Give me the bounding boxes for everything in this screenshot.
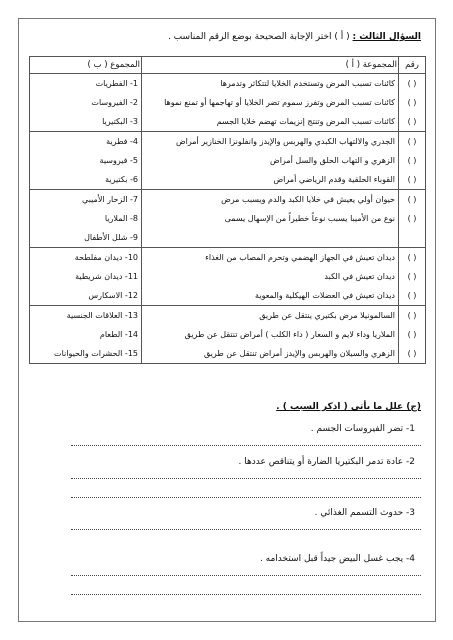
answer-blank[interactable]: ( ) (399, 112, 426, 132)
group-b-item: 10- ديدان مفلطحة (30, 248, 142, 268)
answer-blank[interactable]: ( ) (399, 132, 426, 152)
group-b-item: 14- الطعام (30, 325, 142, 344)
question-header (168, 32, 421, 42)
table-row (30, 209, 426, 228)
table-row (30, 190, 426, 210)
table-row (30, 93, 426, 112)
group-b-item: 9- شلل الأطفال (30, 228, 142, 248)
reason-item[interactable] (31, 424, 421, 457)
group-a-item: الزهري و التهاب الحلق والسل أمراض (142, 151, 399, 170)
group-a-item: نوع من الأميبا يسبب نوعاً خطيراً من الإسهال يسمى (142, 209, 399, 228)
group-a-item: الجدري والالتهاب الكبدي والهربس والإيدز وانفلونزا الخنازير أمراض (142, 132, 399, 152)
answer-blank[interactable]: ( ) (399, 306, 426, 326)
answer-line[interactable] (71, 575, 421, 576)
answer-line[interactable] (71, 445, 421, 446)
group-a-item: كائنات تسبب المرض وتستخدم الخلايا لتتكاثر وتدمرها (142, 74, 399, 94)
answer-blank (399, 228, 426, 248)
group-b-item: 8- الملاريا (30, 209, 142, 228)
group-a-item: الزهري والسيلان والهربس والإيدز أمراض تنتقل عن طريق (142, 344, 399, 364)
table-row (30, 112, 426, 132)
group-b-item: 15- الحشرات والحيوانات (30, 344, 142, 364)
reason-text: 3- حدوث التسمم الغذائي . (314, 508, 415, 518)
group-a-item: حيوان أولي يعيش في خلايا الكبد والدم ويسبب مرض (142, 190, 399, 210)
reasons-section (31, 402, 421, 598)
answer-blank[interactable]: ( ) (399, 248, 426, 268)
reason-item[interactable] (31, 508, 421, 554)
table-row (30, 248, 426, 268)
question-instruction: ( أ ) اختر الإجابة الصحيحة بوضع الرقم المناسب . (167, 32, 350, 42)
answer-blank[interactable]: ( ) (399, 74, 426, 94)
answer-blank[interactable]: ( ) (399, 344, 426, 364)
table-row (30, 267, 426, 286)
table-row (30, 325, 426, 344)
group-a-item: كائنات تسبب المرض وتفرز سموم تضر الخلايا أو تهاجمها أو تمنع نموها (142, 93, 399, 112)
group-b-item: 1- الفطريات (30, 74, 142, 94)
answer-blank[interactable]: ( ) (399, 325, 426, 344)
answer-line[interactable] (71, 594, 421, 595)
table-row (30, 228, 426, 248)
answer-line[interactable] (71, 478, 421, 479)
table-row (30, 151, 426, 170)
answer-blank[interactable]: ( ) (399, 286, 426, 306)
header-group-a: المجموعة ( أ ) (142, 57, 399, 74)
answer-blank[interactable]: ( ) (399, 267, 426, 286)
answer-blank[interactable]: ( ) (399, 190, 426, 210)
answer-blank[interactable]: ( ) (399, 93, 426, 112)
table-row (30, 74, 426, 94)
group-a-item: ديدان تعيش في الكبد (142, 267, 399, 286)
question-title: السؤال الثالث : (352, 32, 421, 42)
group-a-item (142, 228, 399, 248)
group-a-item: ديدان تعيش في العضلات الهيكلية والمعوية (142, 286, 399, 306)
group-b-item: 11- ديدان شريطية (30, 267, 142, 286)
group-b-item: 4- فطرية (30, 132, 142, 152)
reason-text: 1- تضر الفيروسات الجسم . (310, 424, 415, 434)
reason-item[interactable] (31, 457, 421, 508)
answer-line[interactable] (71, 529, 421, 530)
header-num: رقم (399, 57, 426, 74)
group-b-item: 2- الفيروسات (30, 93, 142, 112)
reason-text: 2- عادة تدمر البكتيريا الضارة أو يتناقص عددها . (238, 457, 415, 467)
group-b-item: 7- الزحار الأميبي (30, 190, 142, 210)
table-row (30, 170, 426, 190)
answer-blank[interactable]: ( ) (399, 151, 426, 170)
group-a-item: الملاريا وداء لايم و السعار ( داء الكلب ) أمراض تنتقل عن طريق (142, 325, 399, 344)
group-b-item: 6- بكتيرية (30, 170, 142, 190)
group-a-item: كائنات تسبب المرض وتنتج إنزيمات تهضم خلايا الجسم (142, 112, 399, 132)
answer-line[interactable] (71, 497, 421, 498)
reason-text: 4- يجب غسل البيض جيداً قبل استخدامه . (259, 554, 415, 564)
table-row (30, 306, 426, 326)
answer-blank[interactable]: ( ) (399, 170, 426, 190)
group-b-item: 5- فيروسية (30, 151, 142, 170)
matching-table (29, 56, 426, 364)
group-a-item: السالمونيلا مرض بكتيري ينتقل عن طريق (142, 306, 399, 326)
table-row (30, 132, 426, 152)
reason-item[interactable] (31, 554, 421, 598)
table-row (30, 344, 426, 364)
group-a-item: ديدان تعيش في الجهاز الهضمي وتحرم المصاب من الغذاء (142, 248, 399, 268)
group-b-item: 3- البكتيريا (30, 112, 142, 132)
group-b-item: 13- العلاقات الجنسية (30, 306, 142, 326)
header-group-b: المجموع ( ب ) (30, 57, 142, 74)
answer-blank[interactable]: ( ) (399, 209, 426, 228)
table-row (30, 286, 426, 306)
section-title: (ج) علل ما يأتي ( اذكر السبب ) . (276, 402, 421, 412)
group-a-item: القوباء الحلقية وقدم الرياضي أمراض (142, 170, 399, 190)
group-b-item: 12- الاسكارس (30, 286, 142, 306)
